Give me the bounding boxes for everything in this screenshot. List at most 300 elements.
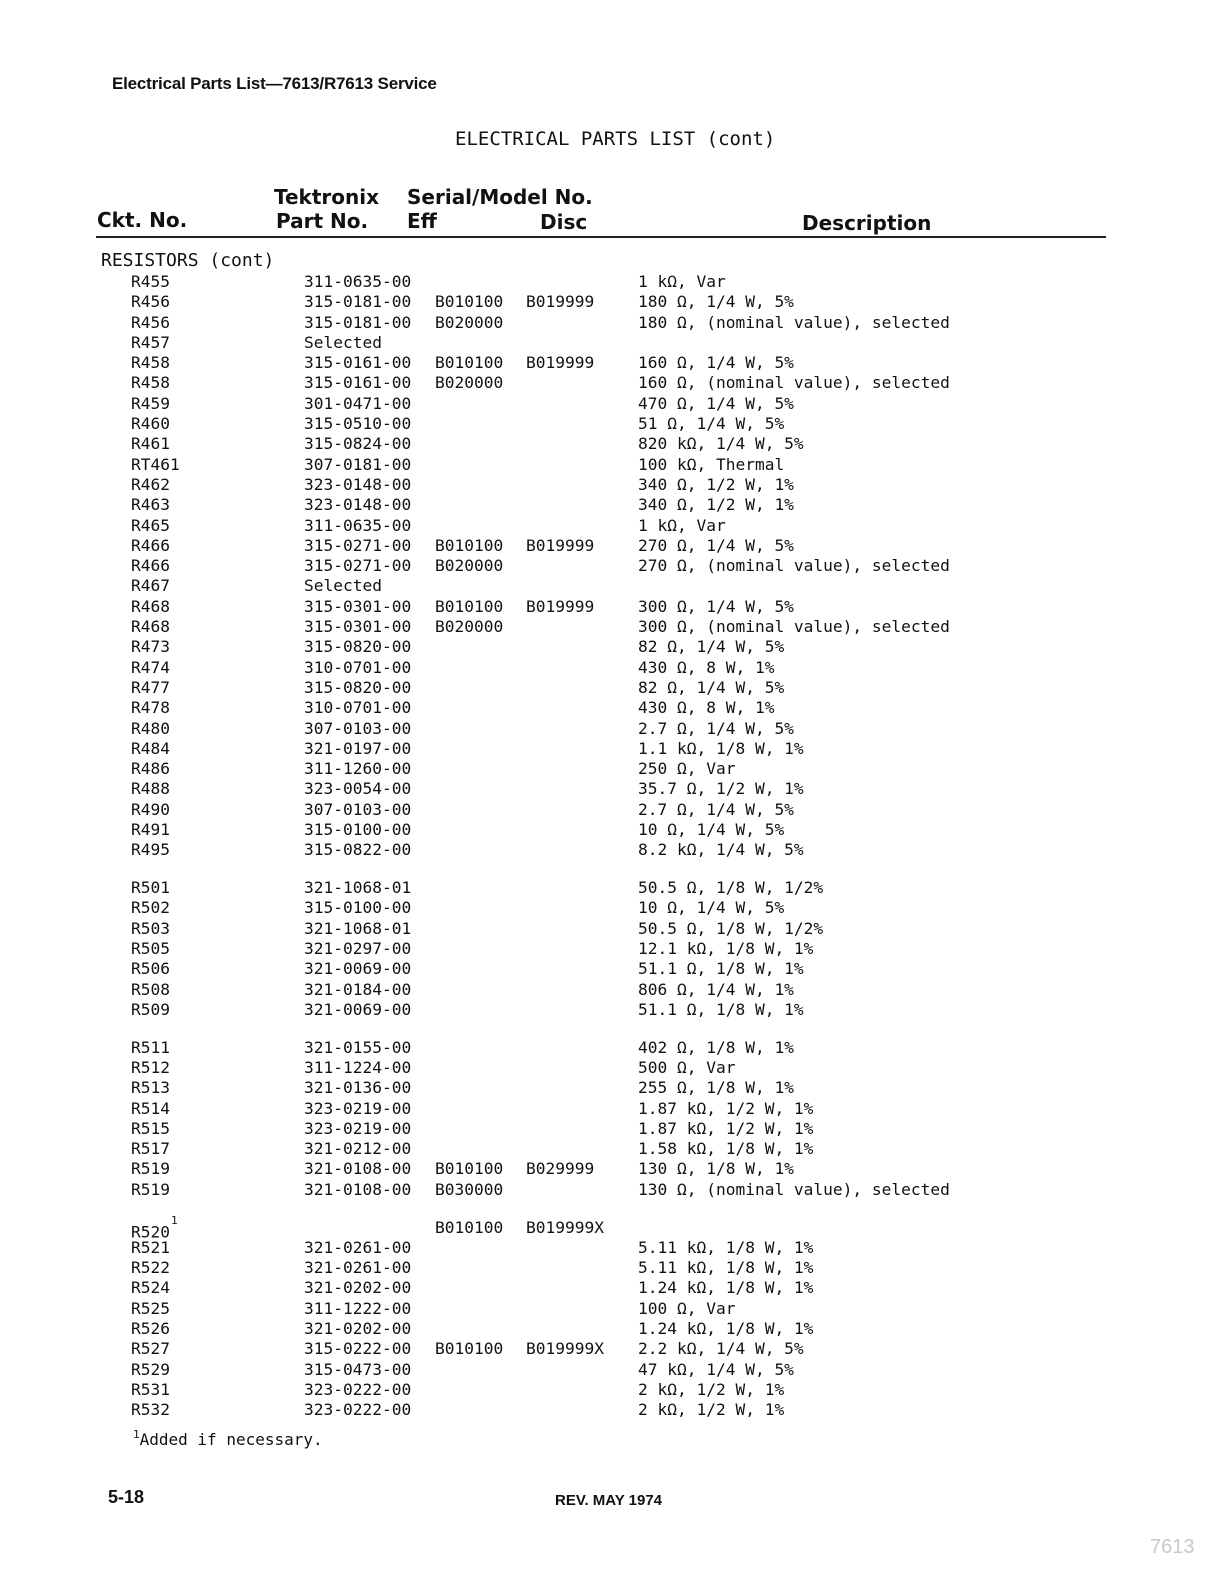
description-cell (638, 1038, 794, 1058)
description-cell-text: 2.2 kΩ, 1/4 W, 5% (638, 1339, 804, 1359)
table-row (0, 536, 1230, 556)
eff-cell-text: B030000 (435, 1179, 504, 1199)
part-no-cell-text: 315-0473-00 (304, 1359, 412, 1379)
table-row (0, 1278, 1230, 1298)
part-no-cell (304, 617, 411, 637)
table-row (0, 1159, 1230, 1179)
disc-cell-text: B019999 (526, 292, 595, 312)
description-cell (638, 1159, 794, 1179)
table-row (0, 455, 1230, 475)
part-no-cell-text: 311-0635-00 (304, 272, 412, 291)
ckt-no-cell-text: R491 (131, 820, 170, 840)
ckt-no-cell (131, 617, 170, 637)
eff-cell (435, 1339, 503, 1359)
part-no-cell-text: 321-0069-00 (304, 959, 412, 979)
ckt-no-cell (131, 455, 180, 475)
ckt-no-cell-text: R465 (131, 515, 170, 535)
ckt-no-cell-text: R467 (131, 576, 170, 596)
table-row (0, 516, 1230, 536)
description-cell-text: 340 Ω, 1/2 W, 1% (638, 495, 794, 515)
part-no-cell-text: 321-0155-00 (304, 1037, 412, 1057)
part-no-cell (304, 1139, 411, 1159)
description-cell-text: 51.1 Ω, 1/8 W, 1% (638, 999, 804, 1019)
table-row (0, 919, 1230, 939)
ckt-no-cell-text: R473 (131, 637, 170, 657)
part-no-cell (304, 1159, 411, 1179)
ckt-no-cell-text: R514 (131, 1098, 170, 1118)
description-cell-text: 1.87 kΩ, 1/2 W, 1% (638, 1118, 814, 1138)
description-cell-text: 1.87 kΩ, 1/2 W, 1% (638, 1098, 814, 1118)
part-no-cell-text: 315-0820-00 (304, 677, 412, 697)
table-row (0, 1180, 1230, 1200)
ckt-no-cell (131, 313, 170, 333)
part-no-cell-text: 315-0161-00 (304, 373, 412, 393)
description-cell-text: 806 Ω, 1/4 W, 1% (638, 979, 794, 999)
part-no-cell-text: 315-0181-00 (304, 292, 412, 312)
description-cell (638, 617, 950, 637)
ckt-no-cell (131, 556, 170, 576)
ckt-no-cell (131, 719, 170, 739)
part-no-cell-text: 323-0054-00 (304, 779, 412, 799)
table-row (0, 1360, 1230, 1380)
description-cell-text: 47 kΩ, 1/4 W, 5% (638, 1359, 794, 1379)
eff-cell-text: B020000 (435, 373, 504, 393)
description-cell (638, 1360, 794, 1380)
part-no-cell-text: 315-0271-00 (304, 535, 412, 555)
part-no-cell-text: 315-0222-00 (304, 1339, 412, 1359)
ckt-no-cell (131, 1139, 170, 1159)
description-cell (638, 980, 794, 1000)
eff-cell-text: B010100 (435, 1159, 504, 1179)
description-cell-text: 51 Ω, 1/4 W, 5% (638, 414, 785, 434)
part-no-cell (304, 1180, 411, 1200)
description-cell-text: 430 Ω, 8 W, 1% (638, 698, 775, 718)
ckt-no-cell (131, 739, 170, 759)
description-cell (638, 1238, 813, 1258)
col-header-part-no: Part No. (276, 209, 369, 233)
ckt-no-cell-text: R457 (131, 332, 170, 352)
description-cell-text: 1.24 kΩ, 1/8 W, 1% (638, 1319, 814, 1339)
eff-cell (435, 1180, 503, 1200)
ckt-no-cell (131, 820, 170, 840)
description-cell (638, 1278, 813, 1298)
ckt-no-cell-text: RT461 (131, 454, 180, 474)
disc-cell-text: B019999X (526, 1339, 604, 1359)
description-cell (638, 919, 823, 939)
description-cell (638, 1319, 813, 1339)
ckt-no-cell (131, 597, 170, 617)
part-no-cell-text: 307-0181-00 (304, 454, 412, 474)
description-cell (638, 1078, 794, 1098)
ckt-no-cell-text: R477 (131, 677, 170, 697)
eff-cell (435, 313, 503, 333)
eff-cell-text: B010100 (435, 535, 504, 555)
disc-cell-text: B019999 (526, 535, 595, 555)
description-cell (638, 779, 804, 799)
ckt-no-cell-text: R502 (131, 898, 170, 918)
description-cell-text: 82 Ω, 1/4 W, 5% (638, 677, 785, 697)
part-no-cell-text: 323-0148-00 (304, 495, 412, 515)
ckt-no-cell (131, 495, 170, 515)
part-no-cell (304, 556, 411, 576)
ckt-no-cell-text: R455 (131, 272, 170, 291)
description-cell (638, 759, 735, 779)
part-no-cell (304, 959, 411, 979)
ckt-no-cell-text: R478 (131, 698, 170, 718)
description-cell (638, 739, 804, 759)
description-cell-text: 12.1 kΩ, 1/8 W, 1% (638, 939, 814, 958)
ckt-no-cell (131, 800, 170, 820)
description-cell-text: 10 Ω, 1/4 W, 5% (638, 820, 785, 840)
eff-cell-text: B010100 (435, 1339, 504, 1359)
description-cell (638, 637, 784, 657)
part-no-cell-text: Selected (304, 332, 382, 352)
ckt-no-cell-text: R463 (131, 495, 170, 515)
model-stamp: 7613 (1150, 1536, 1195, 1558)
ckt-no-cell-text: R519 (131, 1159, 170, 1179)
description-cell-text: 1.24 kΩ, 1/8 W, 1% (638, 1278, 814, 1298)
part-no-cell (304, 1000, 411, 1020)
ckt-no-cell (131, 1058, 170, 1078)
part-no-cell-text: 321-0108-00 (304, 1179, 412, 1199)
description-cell-text: 300 Ω, (nominal value), selected (638, 617, 950, 637)
ckt-no-cell (131, 939, 170, 959)
running-head: Electrical Parts List—7613/R7613 Service (112, 74, 437, 93)
part-no-cell-text: 315-0301-00 (304, 596, 412, 616)
part-no-cell-text: 315-0100-00 (304, 820, 412, 840)
description-cell (638, 878, 823, 898)
parts-table (0, 272, 1230, 1421)
part-no-cell-text: 315-0824-00 (304, 434, 412, 454)
description-cell-text: 180 Ω, (nominal value), selected (638, 312, 950, 332)
part-no-cell (304, 272, 411, 292)
ckt-no-cell (131, 1258, 170, 1278)
ckt-no-cell (131, 1278, 170, 1298)
part-no-cell-text: 323-0222-00 (304, 1400, 412, 1420)
ckt-no-cell (131, 1319, 170, 1339)
footnote-text: Added if necessary. (139, 1430, 323, 1449)
description-cell (638, 719, 794, 739)
part-no-cell (304, 1238, 411, 1258)
part-no-cell (304, 394, 411, 414)
part-no-cell (304, 980, 411, 1000)
table-row (0, 394, 1230, 414)
part-no-cell (304, 536, 411, 556)
ckt-no-cell (131, 1159, 170, 1179)
description-cell (638, 1258, 813, 1278)
ckt-no-cell (131, 959, 170, 979)
description-cell-text: 300 Ω, 1/4 W, 5% (638, 596, 794, 616)
table-row (0, 1339, 1230, 1359)
part-no-cell-text: Selected (304, 576, 382, 596)
table-row (0, 840, 1230, 860)
table-row (0, 1400, 1230, 1420)
col-header-tektronix: Tektronix (274, 185, 380, 209)
table-row (0, 617, 1230, 637)
description-cell-text: 10 Ω, 1/4 W, 5% (638, 898, 785, 918)
ckt-no-cell (131, 1238, 170, 1258)
description-cell (638, 292, 794, 312)
ckt-no-cell (131, 637, 170, 657)
ckt-no-cell (131, 698, 170, 718)
disc-cell-text: B019999 (526, 596, 595, 616)
table-row (0, 333, 1230, 353)
part-no-cell-text: 321-0202-00 (304, 1278, 412, 1298)
ckt-no-cell-text: R508 (131, 979, 170, 999)
part-no-cell-text: 323-0148-00 (304, 474, 412, 494)
part-no-cell (304, 353, 411, 373)
description-cell (638, 939, 813, 959)
table-row (0, 475, 1230, 495)
table-row (0, 313, 1230, 333)
ckt-no-cell (131, 475, 170, 495)
table-row (0, 1258, 1230, 1278)
part-no-cell-text: 321-0261-00 (304, 1237, 412, 1257)
section-title: RESISTORS (cont) (101, 250, 275, 271)
disc-cell-text: B019999X (526, 1217, 604, 1237)
description-cell-text: 160 Ω, (nominal value), selected (638, 373, 950, 393)
eff-cell (435, 292, 503, 312)
ckt-no-cell (131, 353, 170, 373)
disc-cell (526, 1218, 604, 1238)
ckt-no-cell-text: R468 (131, 617, 170, 637)
part-no-cell (304, 414, 411, 434)
part-no-cell-text: 315-0822-00 (304, 840, 412, 860)
part-no-cell (304, 820, 411, 840)
revision-date: REV. MAY 1974 (555, 1492, 663, 1509)
eff-cell-text: B010100 (435, 353, 504, 373)
table-row (0, 1319, 1230, 1339)
description-cell-text: 50.5 Ω, 1/8 W, 1/2% (638, 918, 824, 938)
table-row (0, 878, 1230, 898)
description-cell-text: 35.7 Ω, 1/2 W, 1% (638, 779, 804, 799)
eff-cell (435, 373, 503, 393)
part-no-cell-text: 323-0219-00 (304, 1118, 412, 1138)
ckt-no-cell-text: R531 (131, 1379, 170, 1399)
part-no-cell (304, 597, 411, 617)
description-cell-text: 1.1 kΩ, 1/8 W, 1% (638, 738, 804, 758)
part-no-cell (304, 698, 411, 718)
description-cell-text: 82 Ω, 1/4 W, 5% (638, 637, 785, 657)
description-cell (638, 840, 804, 860)
description-cell-text: 2.7 Ω, 1/4 W, 5% (638, 718, 794, 738)
part-no-cell (304, 516, 411, 536)
ckt-no-cell-text: R521 (131, 1237, 170, 1257)
description-cell (638, 959, 804, 979)
table-row (0, 1000, 1230, 1020)
ckt-no-cell-text: R527 (131, 1339, 170, 1359)
part-no-cell (304, 1038, 411, 1058)
eff-cell-text: B010100 (435, 292, 504, 312)
part-no-cell-text: 321-0069-00 (304, 999, 412, 1019)
part-no-cell-text: 315-0161-00 (304, 353, 412, 373)
table-row (0, 1238, 1230, 1258)
ckt-no-cell (131, 434, 170, 454)
ckt-no-cell (131, 373, 170, 393)
description-cell (638, 698, 774, 718)
header-rule (96, 236, 1106, 238)
ckt-no-cell-text: R459 (131, 393, 170, 413)
ckt-no-cell-text: R486 (131, 759, 170, 779)
part-no-cell-text: 310-0701-00 (304, 698, 412, 718)
description-cell-text: 130 Ω, (nominal value), selected (638, 1179, 950, 1199)
part-no-cell-text: 321-1068-01 (304, 918, 412, 938)
part-no-cell-text: 311-1222-00 (304, 1298, 412, 1318)
page-number: 5-18 (108, 1487, 145, 1507)
eff-cell-text: B010100 (435, 596, 504, 616)
ckt-no-cell-text: R517 (131, 1139, 170, 1159)
table-row (0, 434, 1230, 454)
ckt-no-cell (131, 1000, 170, 1020)
description-cell (638, 1058, 735, 1078)
ckt-no-cell (131, 1119, 170, 1139)
ckt-no-cell (131, 1400, 170, 1420)
table-row (0, 373, 1230, 393)
table-row (0, 980, 1230, 1000)
disc-cell (526, 597, 594, 617)
col-header-serial-model: Serial/Model No. (407, 185, 593, 209)
description-cell-text: 250 Ω, Var (638, 759, 736, 779)
ckt-no-cell-text: R456 (131, 312, 170, 332)
eff-cell (435, 556, 503, 576)
part-no-cell (304, 1299, 411, 1319)
table-row (0, 719, 1230, 739)
description-cell (638, 475, 794, 495)
disc-cell (526, 292, 594, 312)
description-cell-text: 5.11 kΩ, 1/8 W, 1% (638, 1237, 814, 1257)
part-no-cell (304, 333, 382, 353)
ckt-no-cell (131, 980, 170, 1000)
eff-cell-text: B020000 (435, 312, 504, 332)
ckt-no-cell (131, 1380, 170, 1400)
ckt-no-cell (131, 536, 170, 556)
description-cell-text: 160 Ω, 1/4 W, 5% (638, 353, 794, 373)
description-cell-text: 500 Ω, Var (638, 1057, 736, 1077)
ckt-no-cell (131, 292, 170, 312)
ckt-no-cell (131, 576, 170, 596)
disc-cell (526, 353, 594, 373)
description-cell (638, 516, 726, 536)
col-header-eff: Eff (407, 209, 437, 233)
description-cell (638, 1339, 804, 1359)
part-no-cell (304, 292, 411, 312)
part-no-cell-text: 323-0219-00 (304, 1098, 412, 1118)
description-cell (638, 1400, 784, 1420)
ckt-no-cell-text: R515 (131, 1118, 170, 1138)
ckt-no-cell (131, 840, 170, 860)
ckt-no-cell-text: R458 (131, 373, 170, 393)
row-spacer (0, 1020, 1230, 1038)
ckt-no-cell (131, 333, 170, 353)
description-cell (638, 1299, 735, 1319)
part-no-cell (304, 939, 411, 959)
description-cell (638, 597, 794, 617)
ckt-no-cell (131, 658, 170, 678)
description-cell-text: 270 Ω, (nominal value), selected (638, 556, 950, 576)
part-no-cell (304, 1258, 411, 1278)
description-cell (638, 455, 784, 475)
description-cell (638, 373, 950, 393)
part-no-cell-text: 307-0103-00 (304, 799, 412, 819)
ckt-no-cell-text: R520 (131, 1221, 170, 1241)
part-no-cell-text: 310-0701-00 (304, 657, 412, 677)
description-cell-text: 51.1 Ω, 1/8 W, 1% (638, 959, 804, 979)
description-cell (638, 556, 950, 576)
part-no-cell (304, 1339, 411, 1359)
table-row (0, 1139, 1230, 1159)
eff-cell-text: B020000 (435, 617, 504, 637)
part-no-cell (304, 1380, 411, 1400)
table-row (0, 1119, 1230, 1139)
part-no-cell-text: 321-0184-00 (304, 979, 412, 999)
table-row (0, 292, 1230, 312)
description-cell-text: 8.2 kΩ, 1/4 W, 5% (638, 840, 804, 860)
description-cell-text: 1 kΩ, Var (638, 515, 726, 535)
ckt-no-cell-text: R506 (131, 959, 170, 979)
description-cell-text: 2.7 Ω, 1/4 W, 5% (638, 799, 794, 819)
ckt-no-cell-text: R466 (131, 556, 170, 576)
col-header-description: Description (802, 211, 932, 235)
part-no-cell (304, 719, 411, 739)
disc-cell (526, 536, 594, 556)
part-no-cell (304, 495, 411, 515)
ckt-no-cell-text: R495 (131, 840, 170, 860)
ckt-no-cell-text: R505 (131, 939, 170, 958)
part-no-cell (304, 576, 382, 596)
eff-cell-text: B020000 (435, 556, 504, 576)
table-row (0, 1099, 1230, 1119)
ckt-no-cell-text: R456 (131, 292, 170, 312)
part-no-cell (304, 779, 411, 799)
ckt-no-cell (131, 898, 170, 918)
part-no-cell (304, 1119, 411, 1139)
description-cell (638, 678, 784, 698)
description-cell (638, 1180, 950, 1200)
ckt-no-cell-text: R503 (131, 918, 170, 938)
ckt-no-cell (131, 1078, 170, 1098)
description-cell (638, 313, 950, 333)
table-row (0, 800, 1230, 820)
description-cell (638, 414, 784, 434)
eff-cell (435, 353, 503, 373)
description-cell-text: 5.11 kΩ, 1/8 W, 1% (638, 1258, 814, 1278)
description-cell-text: 1.58 kΩ, 1/8 W, 1% (638, 1139, 814, 1159)
part-no-cell (304, 658, 411, 678)
part-no-cell (304, 475, 411, 495)
part-no-cell (304, 840, 411, 860)
ckt-no-cell (131, 919, 170, 939)
description-cell (638, 658, 774, 678)
disc-cell (526, 1339, 604, 1359)
disc-cell-text: B029999 (526, 1159, 595, 1179)
eff-cell (435, 617, 503, 637)
part-no-cell (304, 455, 411, 475)
description-cell (638, 353, 794, 373)
ckt-no-cell (131, 1339, 170, 1359)
page-title: ELECTRICAL PARTS LIST (cont) (455, 128, 776, 150)
footnote (133, 1430, 323, 1449)
table-row (0, 576, 1230, 596)
ckt-no-cell-text: R519 (131, 1179, 170, 1199)
ckt-no-cell-text: R525 (131, 1298, 170, 1318)
footnote-ref: 1 (170, 1213, 178, 1227)
table-row (0, 637, 1230, 657)
description-cell-text: 430 Ω, 8 W, 1% (638, 657, 775, 677)
part-no-cell-text: 321-0297-00 (304, 939, 412, 958)
ckt-no-cell-text: R480 (131, 718, 170, 738)
description-cell-text: 255 Ω, 1/8 W, 1% (638, 1078, 794, 1098)
description-cell (638, 800, 794, 820)
